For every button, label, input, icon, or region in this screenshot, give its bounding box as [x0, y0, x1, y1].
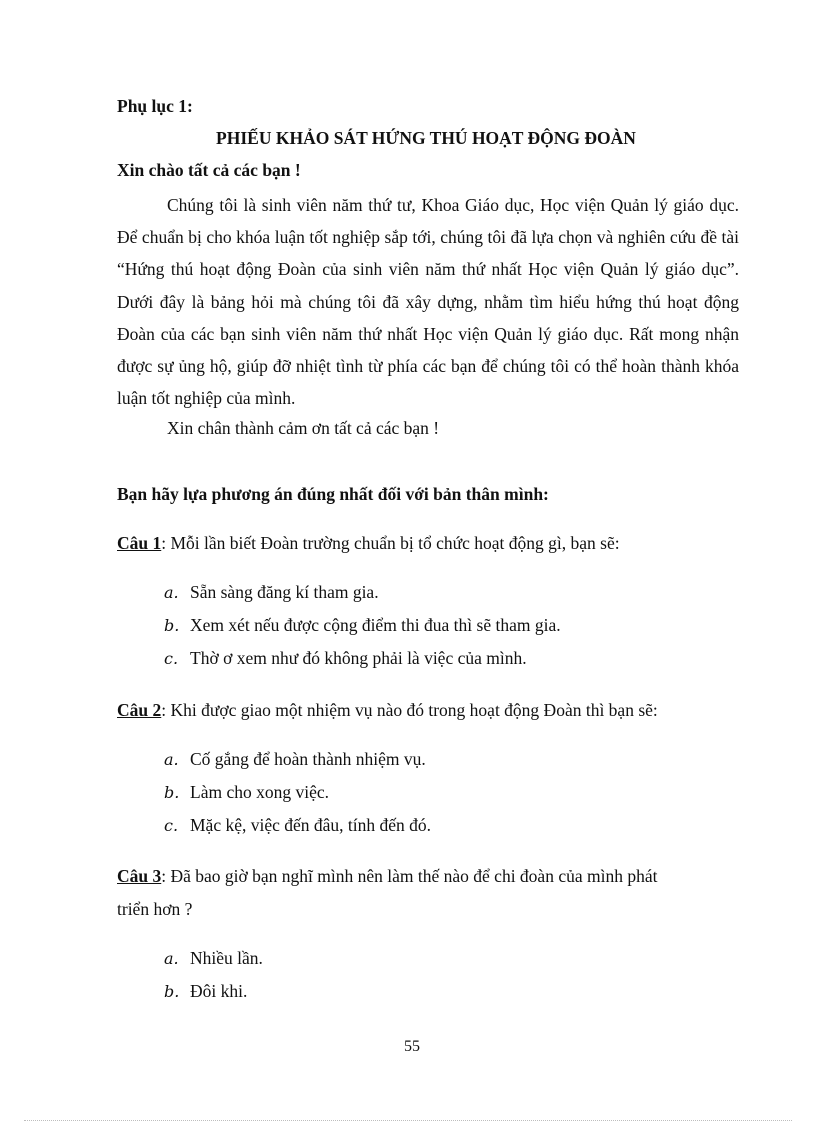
- option-text: Sẵn sàng đăng kí tham gia.: [190, 582, 379, 602]
- option-1b: [164, 615, 561, 636]
- option-3a: [164, 948, 263, 969]
- question-2: [117, 700, 658, 721]
- option-text: Xem xét nếu được cộng điểm thi đua thì sẽ tham gia.: [190, 615, 561, 635]
- question-text: : Khi được giao một nhiệm vụ nào đó trong hoạt động Đoàn thì bạn sẽ:: [161, 700, 658, 720]
- option-letter: a.: [164, 949, 179, 968]
- appendix-label: Phụ lục 1:: [117, 96, 193, 116]
- option-1a: [164, 582, 379, 603]
- question-text: : Đã bao giờ bạn nghĩ mình nên làm thế nào để chi đoàn của mình phát: [161, 866, 658, 886]
- question-1: [117, 533, 620, 554]
- page-number: 55: [404, 1038, 420, 1055]
- option-text: Nhiều lần.: [190, 948, 263, 968]
- option-text: Cố gắng để hoàn thành nhiệm vụ.: [190, 749, 426, 769]
- survey-title: PHIẾU KHẢO SÁT HỨNG THÚ HOẠT ĐỘNG ĐOÀN: [216, 128, 636, 148]
- page-bottom-divider: [24, 1120, 792, 1121]
- option-2c: [164, 815, 431, 836]
- option-letter: b.: [164, 783, 180, 802]
- option-letter: a.: [164, 750, 179, 769]
- question-text: : Mỗi lần biết Đoàn trường chuẩn bị tổ chức hoạt động gì, bạn sẽ:: [161, 533, 620, 553]
- question-label: Câu 3: [117, 866, 162, 886]
- option-text: Đôi khi.: [190, 981, 248, 1001]
- option-text: Mặc kệ, việc đến đâu, tính đến đó.: [190, 815, 432, 835]
- option-2b: [164, 782, 329, 803]
- option-letter: b.: [164, 982, 180, 1001]
- greeting: Xin chào tất cả các bạn !: [117, 160, 301, 180]
- intro-paragraph: Chúng tôi là sinh viên năm thứ tư, Khoa Giáo dục, Học viện Quản lý giáo dục. Để chuẩn bị cho khóa luận tốt nghiệp sắp tới, chúng tôi đã lựa chọn và nghiên cứu đề tài “Hứng thú hoạt động Đoàn của sinh viên năm thứ nhất Học viện Quản lý giáo dục”. Dưới đây là bảng hỏi mà chúng tôi đã xây dựng, nhằm tìm hiểu hứng thú hoạt động Đoàn của các bạn sinh viên năm thứ nhất Học viện Quản lý giáo dục. Rất mong nhận được sự ủng hộ, giúp đỡ nhiệt tình từ phía các bạn để chúng tôi có thể hoàn thành khóa luận tốt nghiệp của mình.: [117, 195, 739, 409]
- option-1c: [164, 648, 527, 669]
- option-letter: c.: [164, 649, 179, 668]
- option-letter: b.: [164, 616, 180, 635]
- option-2a: [164, 749, 426, 770]
- option-3b: [164, 981, 247, 1002]
- question-label: Câu 2: [117, 700, 162, 720]
- option-text: Làm cho xong việc.: [190, 782, 329, 802]
- question-label: Câu 1: [117, 533, 162, 553]
- thanks-line: Xin chân thành cảm ơn tất cả các bạn !: [167, 418, 440, 438]
- instruction: Bạn hãy lựa phương án đúng nhất đối với bản thân mình:: [117, 484, 549, 504]
- question-3: [117, 866, 657, 887]
- option-letter: a.: [164, 583, 179, 602]
- option-letter: c.: [164, 816, 179, 835]
- question-3-continued: triển hơn ?: [117, 899, 193, 919]
- option-text: Thờ ơ xem như đó không phải là việc của mình.: [190, 648, 527, 668]
